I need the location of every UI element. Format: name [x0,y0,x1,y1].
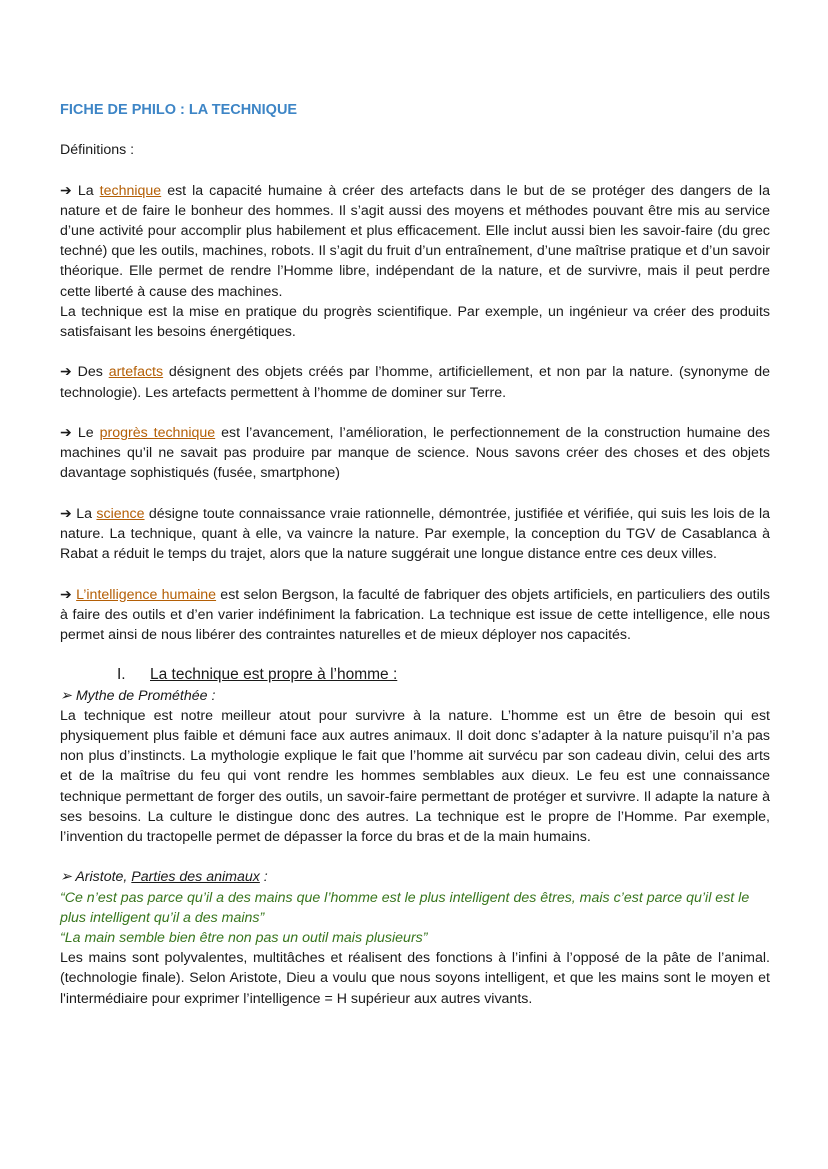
definition-term: science [96,505,145,522]
definition-paragraph: ➔ Des artefacts désignent des objets créés par l’homme, artificiellement, et non par la nature. (synonyme de technologie). Les artefacts permettent à l’homme de dominer sur Terre. [60,364,771,401]
section-number: I. [117,666,126,684]
definition-paragraph: ➔ L’intelligence humaine est selon Bergson, la faculté de fabriquer des objets artificiels, en particuliers des outils à faire des outils et d’en varier indéfiniment la fabrication. La technique est issue de cette intelligence, elle nous permet ainsi de nous libérer des contraintes naturelles et de mieux déployer nos capacités. [60,586,770,643]
document-page [60,100,770,1009]
definition-term: technique [99,182,162,199]
arrow-icon: ➔ [60,586,72,603]
definition-paragraph: ➔ La technique est la capacité humaine à créer des artefacts dans le but de se protéger des dangers de la nature et de faire le bonheur des hommes. Il s’agit aussi des moyens et méthodes pouvant être mis au service d’une activité pour accomplir plus habilement et plus efficacement. Elle inclut aussi bien les savoir-faire (du grec techné) que les outils, machines, robots. Il s’agit du fruit d’un entraînement, d’une maîtrise pratique et d’un savoir théorique. Elle permet de rendre l’Homme libre, indépendant de la nature, et de survivre, mais il peut perdre cette liberté à cause des machines. [60,182,770,300]
definition-paragraph: ➔ La science désigne toute connaissance vraie rationnelle, démontrée, justifiée et vérifiée, qui suis les lois de la nature. La technique, quant à elle, va vaincre la nature. Par exemple, la conception du TGV de Casablanca à Rabat a réduit le temps du trajet, alors que la nature suggérait une longue distance entre ces deux villes. [60,505,770,563]
bullet-arrow-icon: ➢ [60,869,72,886]
arrow-icon: ➔ [60,425,72,441]
definitions-list [60,181,770,666]
definition-extra: La technique est la mise en pratique du progrès scientifique. Par exemple, un ingénieur va créer des produits satisfaisant les besoins énergétiques. [60,303,770,341]
document-title: FICHE DE PHILO : LA TECHNIQUE [60,102,298,118]
aristote-heading: ➢ Aristote, Parties des animaux : [60,869,268,886]
aristote-quote-1: “Ce n’est pas parce qu’il a des mains que l’homme est le plus intelligent des êtres, mais c’est parce qu’il est le plus intelligent qu’il a des mains” [60,889,750,926]
definitions-heading: Définitions : [60,142,135,159]
arrow-icon: ➔ [60,364,72,381]
arrow-icon: ➔ [60,505,72,522]
definition-paragraph: ➔ Le progrès technique est l’avancement, l’amélioration, le perfectionnement de la construction humaine des machines qu’il ne savait pas produire par manque de science. Nous savons créer des choses et des objets davantage sophistiqués (fusée, smartphone) [60,425,770,482]
section-title: La technique est propre à l’homme : [150,666,398,684]
bullet-arrow-icon: ➢ [60,687,72,704]
aristote-paragraph: Les mains sont polyvalentes, multitâches et réalisent des fonctions à l’infini à l’opposé de la pâte de l’animal.(technologie finale). Selon Aristote, Dieu a voulu que nous soyons intelligent, et que les mains sont le moyen et l'intermédiaire pour exprimer l’intelligence = H supérieur aux autres vivants. [60,950,770,1007]
aristote-work-title: Parties des animaux [131,869,260,886]
definition-term: artefacts [108,364,164,381]
definition-term: progrès technique [99,425,216,441]
definition-term: L’intelligence humaine [76,586,217,603]
mythe-heading: ➢ Mythe de Prométhée : [60,687,216,704]
mythe-paragraph: La technique est notre meilleur atout pour survivre à la nature. L’homme est un être de besoin qui est physiquement plus faible et démuni face aux autres animaux. Il doit donc s’adapter à la nature puisqu’il n’a pas non plus d’instincts. La mythologie explique le fait que l’homme ait survécu par son cadeau divin, celui des arts et de la maîtrise du feu qui vont rendre les hommes semblables aux dieux. Le feu est une connaissance technique permettant de forger des outils, un savoir-faire permettant de protéger et survivre. Il adapte la nature à ses besoins. La culture le distingue donc des autres. La technique est le propre de l’Homme. Par exemple, l’invention du tractopelle permet de dépasser la force du bras et de la main humains. [60,707,770,846]
arrow-icon: ➔ [60,182,72,199]
aristote-quote-2: “La main semble bien être non pas un outil mais plusieurs” [60,930,428,947]
section-heading [117,665,770,685]
